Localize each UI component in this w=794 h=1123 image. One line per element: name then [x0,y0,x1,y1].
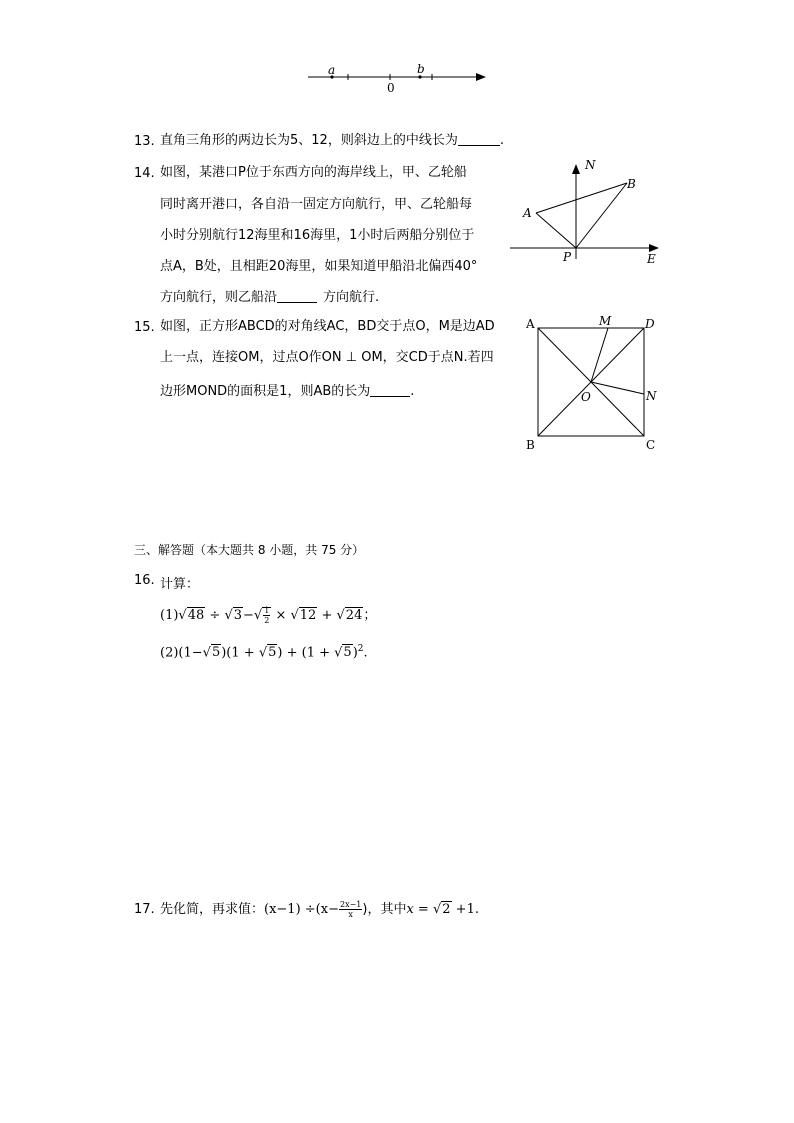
q13-end: . [499,133,504,148]
q14-number: 14. [134,166,155,181]
label-a: a [328,63,336,77]
q15-line3-start: 边形MOND的面积是1，则AB的长为 [160,384,371,399]
q17-text: 先化简，再求值：(x−1) ÷(x− $\frac{2x-1}{x}$ )，其中x = √2 +1. [160,900,479,919]
q15-label-A: A [526,317,535,331]
q16-part2: $(2)(1-√5)(1 + √5) + (1 + √5)^2$. [160,644,368,661]
q14-label-N: N [585,158,596,172]
q15-line3 [160,382,414,402]
q15-label-N: N [646,389,657,403]
q15-figure [520,312,665,457]
q14-line2: 同时离开港口，各自沿一固定方向航行，甲、乙轮船每 [160,197,473,212]
q15-line-ON [591,382,644,394]
q14-line3: 小时分别航行12海里和16海里，1小时后两船分别位于 [160,228,475,243]
q14-label-E: E [647,252,656,266]
q15-label-D: D [645,317,655,331]
q14-line-PA [536,213,576,248]
q13-number: 13. [134,134,155,149]
label-zero: 0 [387,81,395,95]
q14-label-P: P [563,250,572,264]
q14-label-A: A [523,206,532,220]
q16-number: 16. [134,573,155,588]
q14-line1: 如图，某港口P位于东西方向的海岸线上，甲、乙轮船 [160,165,467,180]
section-3-heading: 三、解答题（本大题共 8 小题，共 75 分） [134,543,365,557]
q15-label-M: M [599,314,612,328]
q14-label-B: B [627,177,636,191]
label-b: b [417,62,425,76]
q15-label-C: C [646,438,656,452]
q15-label-B: B [526,438,535,452]
q14-figure [505,155,665,270]
q17-number: 17. [134,902,155,917]
q14-line5 [160,288,379,308]
q15-answer-blank [370,382,410,397]
number-line-figure [300,60,500,96]
number-line-arrow [476,73,486,81]
q14-line-AB [536,183,627,213]
q15-line3-end: . [410,384,415,399]
q16-part1: (1)√48 ÷ √3−√ $\frac{1}{2}$ × √12 + √24； [160,606,377,625]
q13-stem: 直角三角形的两边长为5、12，则斜边上的中线长为 [160,133,458,148]
q14-answer-blank [277,288,317,303]
q14-line-PB [576,183,627,248]
q15-line1: 如图，正方形ABCD的对角线AC，BD交于点O，M是边AD [160,319,495,334]
q14-line5-end: 方向航行. [323,290,380,305]
q13-answer-blank [458,131,500,146]
q16-title: 计算： [160,577,200,592]
q14-line4: 点A，B处，且相距20海里，如果知道甲船沿北偏西40° [160,259,478,274]
q15-number: 15. [134,320,155,335]
q15-line2: 上一点，连接OM，过点O作ON ⊥ OM，交CD于点N.若四 [160,350,494,365]
q15-label-O: O [581,390,591,404]
q14-line5-start: 方向航行，则乙船沿 [160,290,278,305]
q13-text [160,131,504,151]
